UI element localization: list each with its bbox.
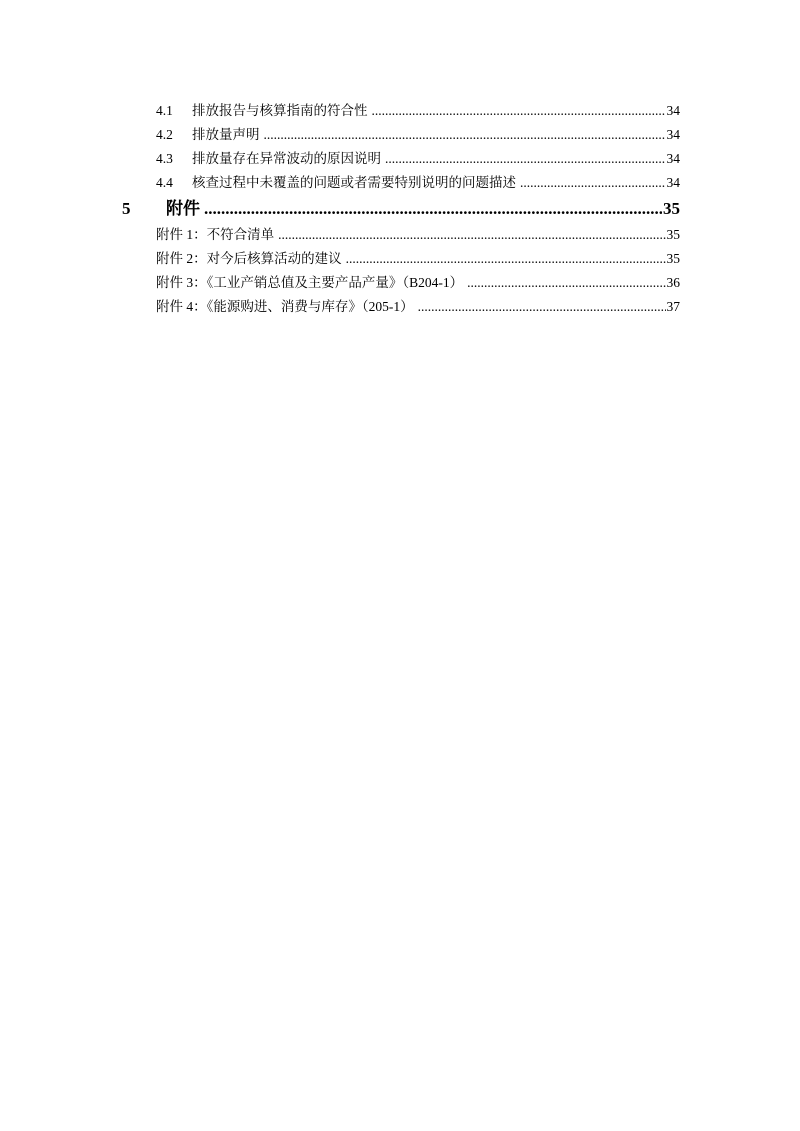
toc-title: 核查过程中未覆盖的问题或者需要特别说明的问题描述 [192, 175, 516, 190]
dot-leader [278, 223, 665, 247]
toc-entry-4-2[interactable] [120, 123, 680, 147]
toc-page-number: 35 [663, 199, 680, 218]
dot-leader [372, 99, 666, 123]
toc-page-number: 34 [666, 175, 680, 190]
toc-title: 附件 2：对今后核算活动的建议 [156, 251, 342, 266]
toc-number: 4.4 [156, 175, 173, 190]
toc-entry-appendix-4[interactable] [120, 295, 680, 319]
toc-title: 排放量存在异常波动的原因说明 [192, 151, 381, 166]
toc-title: 附件 [166, 199, 200, 218]
dot-leader [204, 195, 662, 223]
toc-title: 排放报告与核算指南的符合性 [192, 103, 368, 118]
toc-number: 4.3 [156, 151, 173, 166]
toc-entry-appendix-1[interactable] [120, 223, 680, 247]
toc-entry-5[interactable] [120, 195, 680, 223]
toc-page-number: 34 [666, 103, 680, 118]
toc-page-number: 35 [666, 227, 680, 242]
dot-leader [418, 295, 666, 319]
toc-page-number: 35 [666, 251, 680, 266]
toc-title: 附件 3：《工业产销总值及主要产品产量》（B204-1） [156, 275, 464, 290]
toc-title: 排放量声明 [192, 127, 260, 142]
toc-number: 4.1 [156, 103, 173, 118]
toc-entry-4-1[interactable] [120, 99, 680, 123]
dot-leader [467, 271, 665, 295]
dot-leader [520, 171, 666, 195]
toc-page-number: 36 [666, 275, 680, 290]
toc-number: 5 [122, 199, 131, 218]
toc-entry-appendix-3[interactable] [120, 271, 680, 295]
dot-leader [385, 147, 666, 171]
toc-page-number: 34 [666, 151, 680, 166]
toc-title: 附件 4：《能源购进、消费与库存》（205-1） [156, 299, 414, 314]
toc-entry-4-3[interactable] [120, 147, 680, 171]
toc-page-number: 37 [666, 299, 680, 314]
toc-entry-appendix-2[interactable] [120, 247, 680, 271]
dot-leader [346, 247, 666, 271]
table-of-contents [120, 99, 680, 319]
toc-page-number: 34 [666, 127, 680, 142]
toc-title: 附件 1：不符合清单 [156, 227, 275, 242]
toc-entry-4-4[interactable] [120, 171, 680, 195]
toc-number: 4.2 [156, 127, 173, 142]
dot-leader [264, 123, 666, 147]
